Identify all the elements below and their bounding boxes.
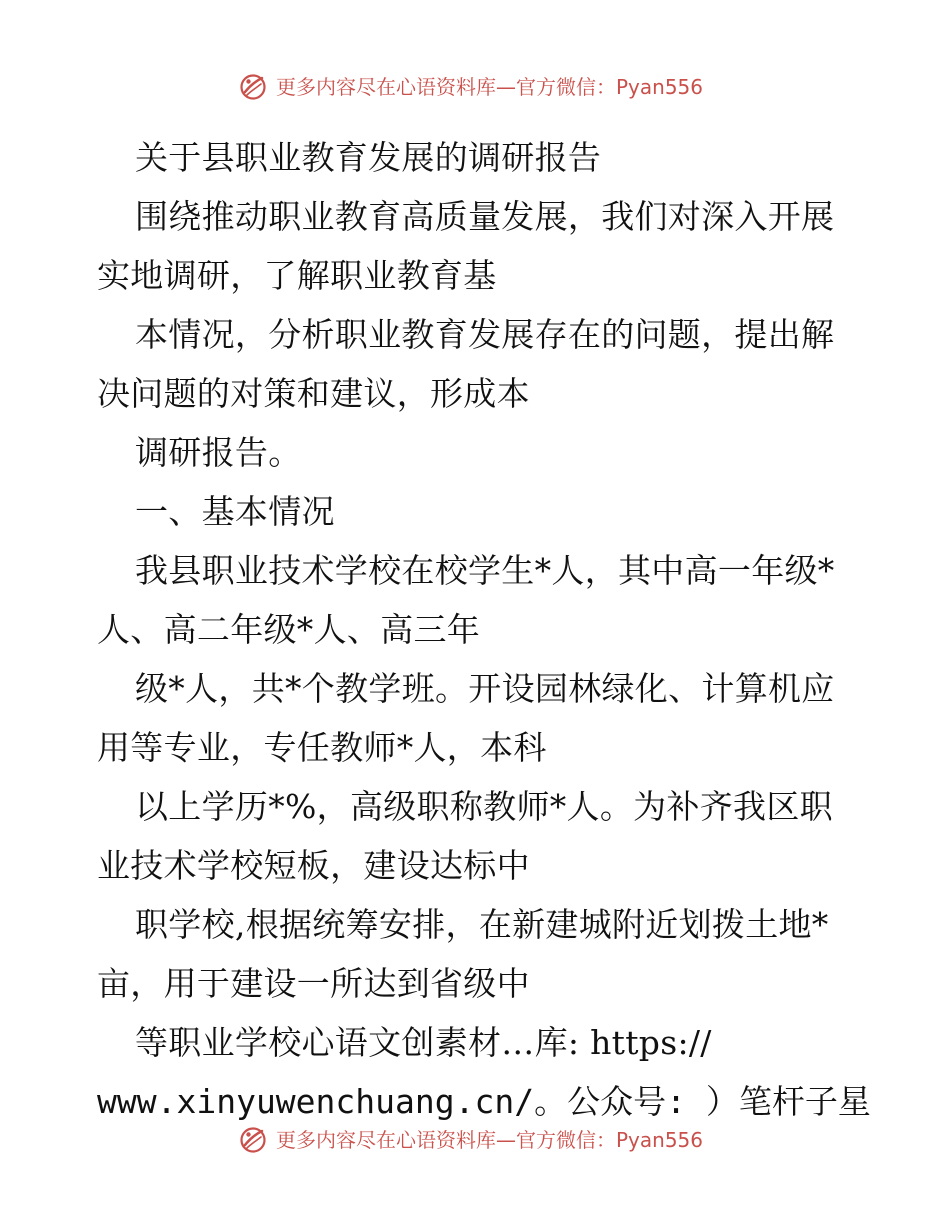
footer-watermark-text: 更多内容尽在心语资料库—官方微信：Pyan556 <box>276 1128 704 1152</box>
document-line: 职学校,根据统筹安排，在新建城附近划拨土地* <box>135 905 829 944</box>
document-line: 业技术学校短板，建设达标中 <box>97 846 530 885</box>
footer-watermark <box>238 1123 703 1157</box>
document-title: 关于县职业教育发展的调研报告 <box>135 138 602 177</box>
document-line: 级*人，共*个教学班。开设园林绿化、计算机应 <box>135 669 835 708</box>
document-line: 本情况，分析职业教育发展存在的问题，提出解 <box>135 315 835 354</box>
header-watermark-text: 更多内容尽在心语资料库—官方微信：Pyan556 <box>276 75 704 99</box>
brush-logo-icon <box>238 1125 268 1155</box>
document-line: 我县职业技术学校在校学生*人，其中高一年级* <box>135 551 835 590</box>
document-line-link: 等职业学校心语文创素材…库: https:// <box>135 1023 712 1062</box>
document-line: 人、高二年级*人、高三年 <box>97 610 481 649</box>
section-heading: 一、基本情况 <box>135 492 335 531</box>
document-line: 用等专业，专任教师*人，本科 <box>97 728 547 767</box>
document-line: 亩，用于建设一所达到省级中 <box>97 964 530 1003</box>
document-line: 实地调研，了解职业教育基 <box>97 256 497 295</box>
brush-logo-icon <box>238 72 268 102</box>
document-line: 以上学历*%，高级职称教师*人。为补齐我区职 <box>135 787 833 826</box>
header-watermark <box>238 70 703 104</box>
document-line: 围绕推动职业教育高质量发展，我们对深入开展 <box>135 197 835 236</box>
document-body <box>97 128 871 1131</box>
document-line: 决问题的对策和建议，形成本 <box>97 374 530 413</box>
document-url-line: www.xinyuwenchuang.cn/。公众号: ）笔杆子星 <box>97 1082 871 1121</box>
document-line: 调研报告。 <box>135 433 302 472</box>
